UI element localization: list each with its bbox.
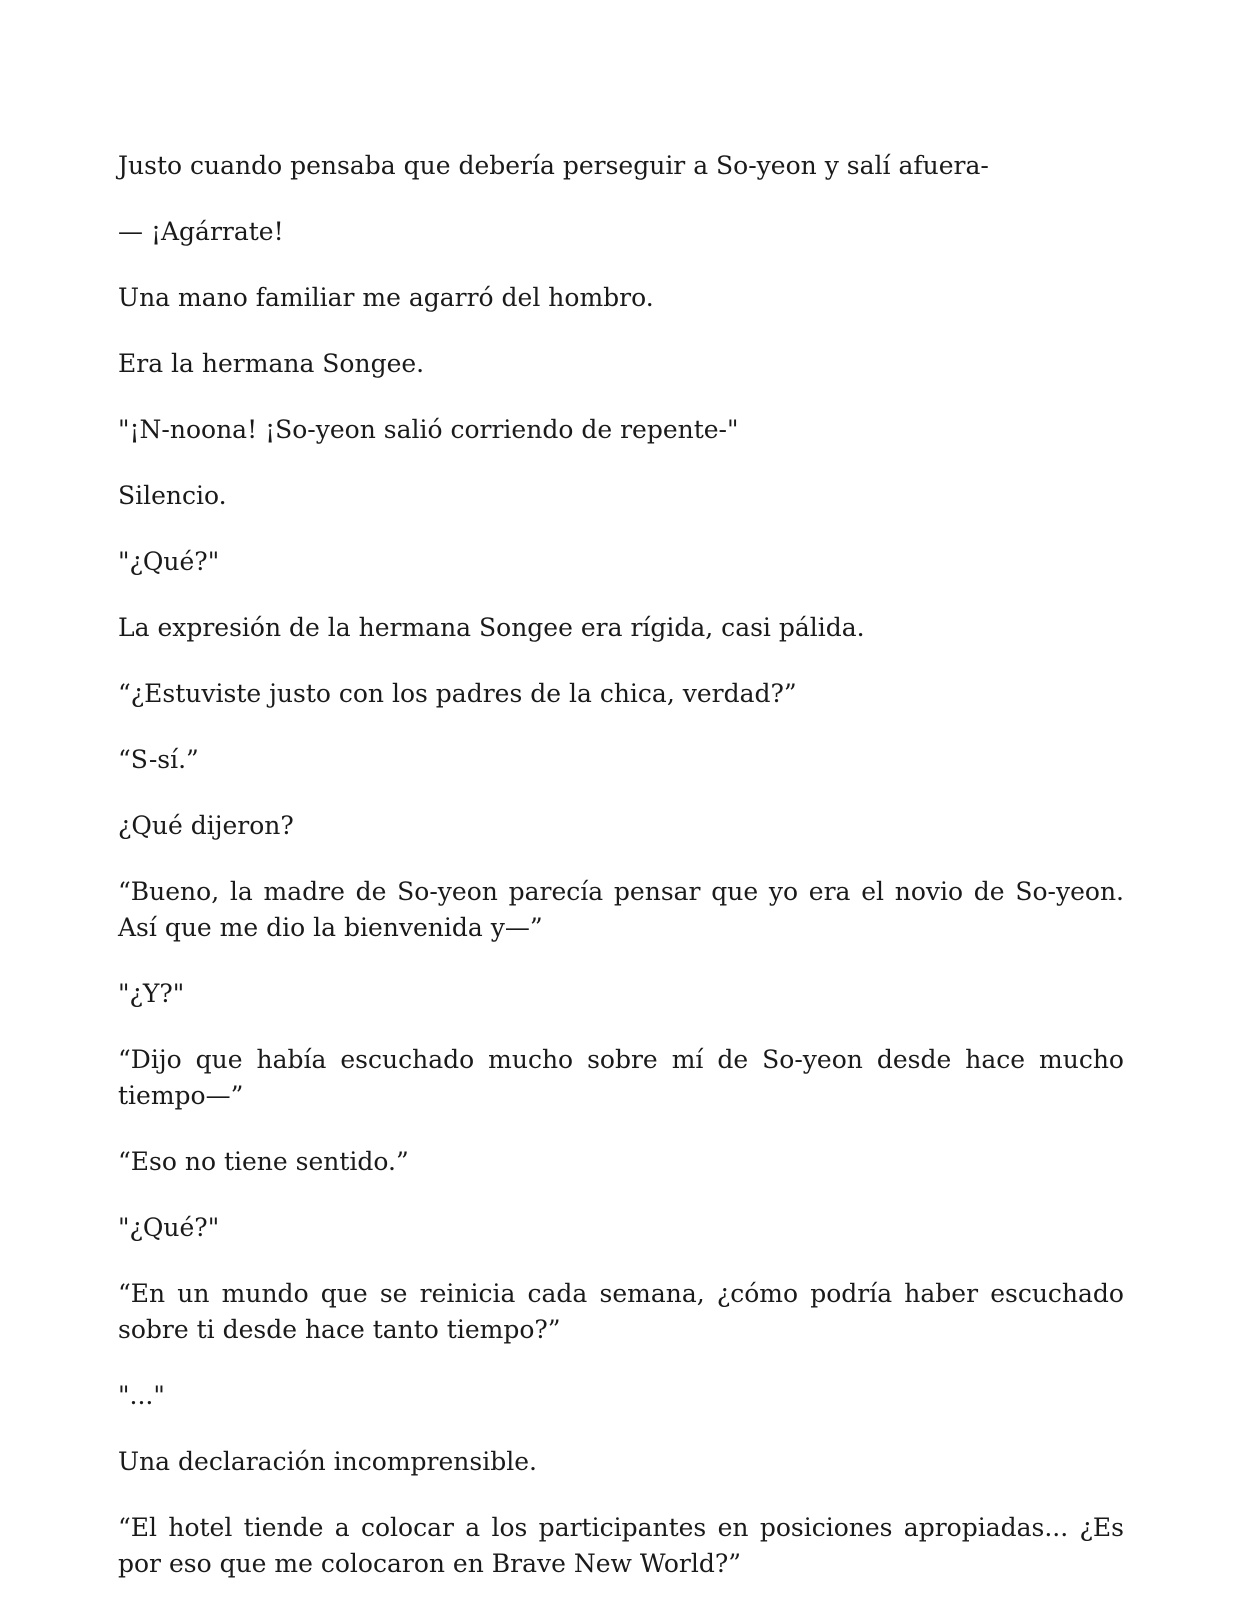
document-body	[118, 148, 1124, 1612]
paragraph: Una declaración incomprensible.	[118, 1447, 537, 1476]
paragraph: "¿Y?"	[118, 979, 185, 1008]
paragraph: Justo cuando pensaba que debería perseguir a So-yeon y salí afuera-	[118, 151, 989, 180]
paragraph: “S-sí.”	[118, 745, 199, 774]
paragraph: “El hotel tiende a colocar a los participantes en posiciones apropiadas... ¿Es por eso que me colocaron en Brave New World?”	[118, 1513, 1124, 1578]
paragraph: “Bueno, la madre de So-yeon parecía pensar que yo era el novio de So-yeon. Así que me dio la bienvenida y—”	[118, 877, 1124, 942]
paragraph: “En un mundo que se reinicia cada semana, ¿cómo podría haber escuchado sobre ti desde hace tanto tiempo?”	[118, 1279, 1124, 1344]
paragraph: La expresión de la hermana Songee era rígida, casi pálida.	[118, 613, 865, 642]
paragraph: "¡N-noona! ¡So-yeon salió corriendo de repente-"	[118, 415, 739, 444]
paragraph: ¿Qué dijeron?	[118, 811, 294, 840]
paragraph: “Dijo que había escuchado mucho sobre mí de So-yeon desde hace mucho tiempo—”	[118, 1045, 1124, 1110]
paragraph: “Eso no tiene sentido.”	[118, 1147, 409, 1176]
paragraph: Silencio.	[118, 481, 227, 510]
paragraph: “¿Estuviste justo con los padres de la chica, verdad?”	[118, 679, 797, 708]
paragraph: Una mano familiar me agarró del hombro.	[118, 283, 654, 312]
paragraph: — ¡Agárrate!	[118, 217, 284, 246]
paragraph: "¿Qué?"	[118, 547, 220, 576]
paragraph: "..."	[118, 1381, 165, 1410]
paragraph: Era la hermana Songee.	[118, 349, 425, 378]
paragraph: "¿Qué?"	[118, 1213, 220, 1242]
